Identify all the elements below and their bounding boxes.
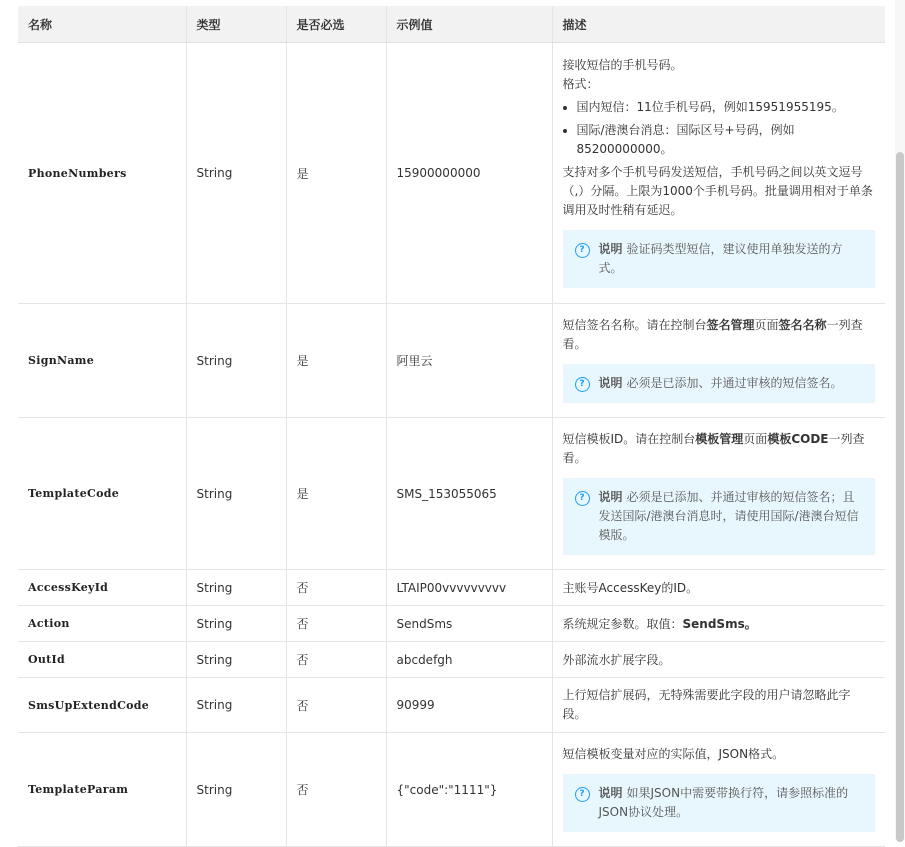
param-description: [552, 418, 885, 570]
desc-bold-text: 模板管理: [695, 432, 744, 446]
desc-bold-text: 签名管理: [706, 318, 755, 332]
desc-text: 一列查: [826, 318, 863, 332]
param-required: 是: [286, 304, 386, 418]
scrollbar-thumb[interactable]: [896, 152, 904, 842]
note-box: [563, 478, 876, 555]
param-description: [552, 304, 885, 418]
desc-text: 短信签名名称。请在控制台: [562, 318, 707, 332]
note-text: 模版。: [598, 528, 635, 542]
param-required: 否: [286, 606, 386, 642]
param-example: abcdefgh: [386, 642, 552, 678]
desc-bold-text: SendSms: [682, 617, 745, 631]
desc-text: 短信模板变量对应的实际值，JSON格式。: [562, 747, 785, 761]
api-parameters-table: [18, 6, 885, 847]
desc-text: 一列查: [828, 432, 865, 446]
header-example: 示例值: [386, 6, 552, 43]
param-description: [552, 733, 885, 847]
param-required: 否: [286, 570, 386, 606]
list-item: • 国内短信：11位手机号码，例如15951955195。: [577, 98, 876, 117]
param-description: [552, 43, 885, 304]
desc-bold-text: 签名名称: [778, 318, 827, 332]
list-item: [577, 121, 876, 159]
param-type: String: [186, 733, 286, 847]
param-type: String: [186, 304, 286, 418]
param-name: TemplateCode: [18, 418, 186, 570]
note-text: 必须是已添加、并通过审核的短信签名；且: [626, 490, 855, 504]
param-name: OutId: [18, 642, 186, 678]
note-label: 说明: [598, 490, 623, 504]
desc-text: 系统规定参数。取值：: [562, 617, 683, 631]
help-circle-icon: ?: [575, 787, 590, 802]
table-header: [18, 6, 885, 43]
desc-text: 接收短信的手机号码。: [562, 58, 683, 72]
note-box: [563, 230, 876, 288]
desc-text: 支持对多个手机号码发送短信，手机号码之间以英文逗号: [562, 165, 863, 179]
param-example: SMS_153055065: [386, 418, 552, 570]
help-circle-icon: ?: [575, 243, 590, 258]
param-example: LTAIP00vvvvvvvvv: [386, 570, 552, 606]
vertical-scrollbar[interactable]: [895, 0, 905, 840]
note-text: 如果JSON中需要带换行符，请参照标准的: [626, 786, 849, 800]
note-box: [563, 774, 876, 832]
param-name: PhoneNumbers: [18, 43, 186, 304]
note-label: 说明: [598, 786, 623, 800]
param-example: SendSms: [386, 606, 552, 642]
param-type: String: [186, 43, 286, 304]
param-required: 否: [286, 678, 386, 733]
param-description: 外部流水扩展字段。: [552, 642, 885, 678]
param-example: {"code":"1111"}: [386, 733, 552, 847]
desc-text: 段。: [562, 707, 587, 721]
param-type: String: [186, 606, 286, 642]
table-row: [18, 570, 885, 606]
table-row: [18, 733, 885, 847]
list-item-text: 85200000000。: [576, 142, 673, 156]
note-text: 验证码类型短信，建议使用单独发送的方: [626, 242, 843, 256]
param-type: String: [186, 570, 286, 606]
help-circle-icon: ?: [575, 491, 590, 506]
param-name: SmsUpExtendCode: [18, 678, 186, 733]
note-text: JSON协议处理。: [598, 805, 689, 819]
header-type: 类型: [186, 6, 286, 43]
table-row: [18, 43, 885, 304]
format-list: [563, 98, 876, 159]
desc-text: 上行短信扩展码，无特殊需要此字段的用户请忽略此字: [562, 688, 851, 702]
param-name: SignName: [18, 304, 186, 418]
param-example: 15900000000: [386, 43, 552, 304]
header-required: 是否必选: [286, 6, 386, 43]
param-example: 阿里云: [386, 304, 552, 418]
param-name: TemplateParam: [18, 733, 186, 847]
param-required: 是: [286, 418, 386, 570]
param-example: 90999: [386, 678, 552, 733]
note-text: 必须是已添加、并通过审核的短信签名。: [626, 376, 843, 390]
list-item-text: • 国际/港澳台消息：国际区号+号码，例如: [576, 123, 795, 137]
desc-bold-text: 。: [744, 617, 757, 631]
desc-text: 页面: [754, 318, 779, 332]
param-type: String: [186, 678, 286, 733]
param-type: String: [186, 418, 286, 570]
param-name: AccessKeyId: [18, 570, 186, 606]
desc-text: 调用及时性稍有延迟。: [562, 203, 683, 217]
header-description: 描述: [552, 6, 885, 43]
help-circle-icon: ?: [575, 377, 590, 392]
desc-text: 看。: [562, 451, 587, 465]
note-text: 发送国际/港澳台消息时，请使用国际/港澳台短信: [598, 509, 859, 523]
desc-text: 格式：: [562, 77, 599, 91]
table-row: [18, 606, 885, 642]
param-required: 是: [286, 43, 386, 304]
note-label: 说明: [598, 242, 623, 256]
note-text: 式。: [598, 261, 623, 275]
table-row: [18, 642, 885, 678]
note-box: [563, 364, 876, 403]
desc-text: 页面: [743, 432, 768, 446]
param-required: 否: [286, 733, 386, 847]
header-row: [18, 6, 885, 43]
table-row: [18, 418, 885, 570]
table-row: [18, 678, 885, 733]
desc-bold-text: 模板CODE: [767, 432, 829, 446]
param-name: Action: [18, 606, 186, 642]
desc-text: 看。: [562, 337, 587, 351]
desc-text: （,）分隔。上限为1000个手机号码。批量调用相对于单条: [562, 184, 873, 198]
header-name: 名称: [18, 6, 186, 43]
note-label: 说明: [598, 376, 623, 390]
param-required: 否: [286, 642, 386, 678]
param-description: 主账号AccessKey的ID。: [552, 570, 885, 606]
desc-text: 短信模板ID。请在控制台: [562, 432, 696, 446]
param-type: String: [186, 642, 286, 678]
param-description: [552, 678, 885, 733]
table-row: [18, 304, 885, 418]
param-description: [552, 606, 885, 642]
